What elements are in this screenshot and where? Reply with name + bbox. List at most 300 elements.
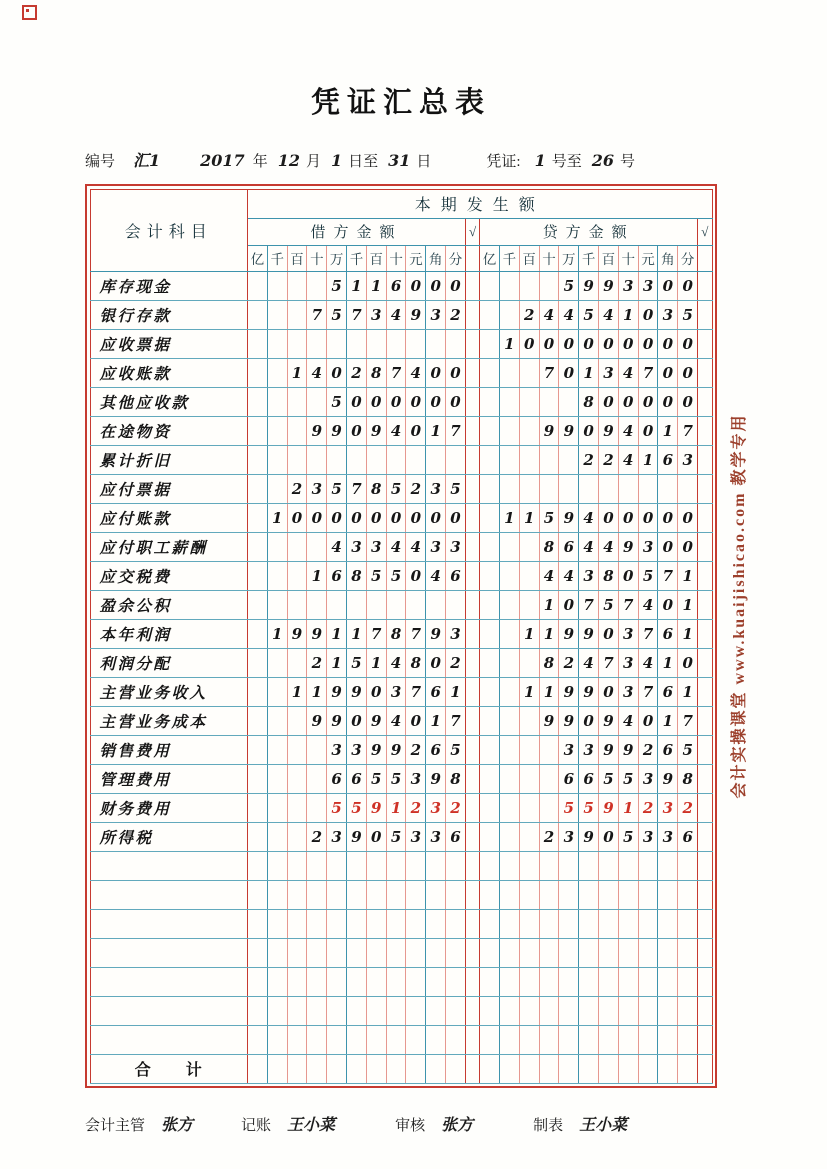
digit-cell [386,1025,406,1054]
digit-cell: 0 [426,648,446,677]
digit-cell [287,300,307,329]
digit-cell: 5 [599,590,619,619]
digit-cell [426,590,446,619]
digit-cell: 8 [539,648,559,677]
digit-cell: 2 [579,445,599,474]
digit-cell: 4 [327,532,347,561]
digit-cell [499,735,519,764]
digit-cell: 7 [579,590,599,619]
digit-cell [307,996,327,1025]
credit-check-mark: √ [698,218,712,245]
digit-cell: 0 [599,677,619,706]
digit-cell [426,445,446,474]
digit-cell [366,445,386,474]
month-value: 12 [277,151,300,170]
digit-cell [559,851,579,880]
check-cell [698,967,712,996]
check-cell [465,735,479,764]
digit-cell: 2 [678,793,698,822]
digit-cell: 7 [386,358,406,387]
account-name-cell: 应交税费 [90,561,247,590]
day-to-value: 31 [388,151,411,170]
digit-cell [366,329,386,358]
bookkeeper-name: 王小菜 [287,1115,336,1134]
digit-cell [559,474,579,503]
digit-unit-label: 分 [678,245,698,271]
preparer-name: 王小菜 [579,1115,628,1134]
digit-cell: 3 [658,822,678,851]
voucher-suffix: 号 [620,154,636,170]
digit-cell: 9 [559,416,579,445]
check-cell [698,822,712,851]
digit-cell: 2 [446,648,466,677]
digit-unit-label: 万 [327,245,347,271]
digit-cell: 0 [658,271,678,300]
account-name-cell: 在途物资 [90,416,247,445]
digit-cell [287,909,307,938]
digit-cell: 0 [599,503,619,532]
digit-cell [480,909,500,938]
digit-unit-label: 亿 [247,245,267,271]
digit-cell: 9 [599,271,619,300]
digit-cell [247,445,267,474]
digit-cell: 0 [579,416,599,445]
check-cell [465,996,479,1025]
account-name-cell: 利润分配 [90,648,247,677]
digit-cell [247,503,267,532]
year-suffix: 年 [252,154,268,170]
digit-cell: 1 [426,416,446,445]
digit-cell: 0 [287,503,307,532]
digit-cell: 1 [446,677,466,706]
digit-cell [480,996,500,1025]
digit-cell [480,532,500,561]
digit-cell [267,271,287,300]
digit-cell [267,387,287,416]
digit-cell [426,996,446,1025]
digit-cell [446,445,466,474]
digit-cell: 4 [559,300,579,329]
digit-cell [446,967,466,996]
digit-cell [499,909,519,938]
empty-row [90,938,712,967]
digit-cell [406,590,426,619]
account-name-cell [90,1025,247,1054]
digit-cell: 4 [539,561,559,590]
digit-cell [446,880,466,909]
digit-cell [247,706,267,735]
digit-cell: 0 [678,503,698,532]
digit-cell [499,851,519,880]
digit-cell [446,996,466,1025]
digit-cell [658,1025,678,1054]
digit-cell: 0 [519,329,539,358]
empty-row [90,967,712,996]
digit-cell [499,967,519,996]
digit-cell: 2 [446,793,466,822]
digit-cell [267,938,287,967]
digit-cell [519,706,539,735]
digit-cell [678,967,698,996]
digit-unit-label: 百 [519,245,539,271]
account-name-cell: 应付账款 [90,503,247,532]
total-label-cell: 合 计 [90,1054,247,1083]
digit-cell: 7 [539,358,559,387]
digit-cell: 4 [618,358,638,387]
digit-cell [480,880,500,909]
digit-cell [327,329,347,358]
digit-cell: 0 [307,503,327,532]
digit-cell [599,474,619,503]
digit-cell [480,561,500,590]
digit-cell: 0 [658,503,678,532]
check-cell [698,329,712,358]
digit-cell [519,996,539,1025]
digit-cell: 6 [446,561,466,590]
digit-cell [247,822,267,851]
digit-cell: 3 [638,764,658,793]
account-row [90,300,712,329]
account-row [90,590,712,619]
digit-cell [559,445,579,474]
digit-cell [499,590,519,619]
digit-unit-label: 元 [638,245,658,271]
digit-cell: 1 [539,619,559,648]
digit-cell [287,1025,307,1054]
digit-cell: 0 [366,677,386,706]
digit-cell [618,938,638,967]
digit-cell [287,445,307,474]
digit-cell [307,1054,327,1083]
digit-cell: 0 [618,329,638,358]
digit-cell: 3 [638,822,658,851]
voucher-summary-table [90,189,713,1084]
digit-cell: 9 [366,706,386,735]
digit-cell: 0 [406,706,426,735]
digit-cell [247,648,267,677]
digit-cell [247,735,267,764]
digit-cell [599,967,619,996]
digit-cell [307,329,327,358]
chief-accountant-label: 会计主管 [85,1118,146,1134]
digit-cell [480,300,500,329]
digit-cell [678,1025,698,1054]
digit-cell [426,329,446,358]
digit-cell: 9 [559,619,579,648]
digit-cell [446,590,466,619]
digit-cell [499,706,519,735]
account-name-cell: 财务费用 [90,793,247,822]
digit-cell: 1 [539,677,559,706]
account-name-cell: 主营业务成本 [90,706,247,735]
digit-cell: 8 [539,532,559,561]
account-name-cell: 应付职工薪酬 [90,532,247,561]
document-content [85,0,717,1135]
digit-cell: 6 [446,822,466,851]
digit-cell: 1 [386,793,406,822]
digit-cell [267,416,287,445]
digit-cell [386,851,406,880]
check-cell [698,938,712,967]
check-cell [698,561,712,590]
debit-check-mark: √ [465,218,479,245]
digit-cell: 7 [406,677,426,706]
digit-cell: 1 [287,677,307,706]
digit-cell [480,271,500,300]
digit-cell [678,909,698,938]
check-cell [465,706,479,735]
digit-cell: 0 [559,329,579,358]
empty-row [90,1025,712,1054]
digit-cell: 5 [327,387,347,416]
account-name-cell: 本年利润 [90,619,247,648]
check-cell [698,677,712,706]
digit-cell: 7 [347,474,367,503]
account-row [90,764,712,793]
digit-cell [307,909,327,938]
digit-cell [559,967,579,996]
digit-cell: 1 [327,648,347,677]
digit-cell [287,851,307,880]
account-name-cell: 累计折旧 [90,445,247,474]
digit-cell [446,1054,466,1083]
digit-cell: 8 [347,561,367,590]
digit-cell [519,793,539,822]
digit-cell: 9 [579,619,599,648]
digit-cell [406,329,426,358]
digit-unit-label: 十 [539,245,559,271]
digit-cell [519,648,539,677]
empty-row [90,851,712,880]
digit-cell: 6 [658,677,678,706]
digit-cell [499,474,519,503]
digit-cell: 5 [638,561,658,590]
account-name-cell [90,880,247,909]
digit-cell [519,967,539,996]
digit-cell [539,938,559,967]
digit-cell: 5 [539,503,559,532]
debit-header: 借方金额 [247,218,465,245]
digit-cell: 9 [426,764,446,793]
digit-cell [267,561,287,590]
account-name-cell: 盈余公积 [90,590,247,619]
digit-cell: 4 [599,300,619,329]
digit-cell [559,909,579,938]
digit-cell: 0 [446,271,466,300]
digit-cell [539,851,559,880]
digit-cell: 0 [559,590,579,619]
digit-cell [247,938,267,967]
digit-unit-label: 千 [499,245,519,271]
digit-cell [638,1025,658,1054]
digit-cell [247,880,267,909]
digit-cell [267,996,287,1025]
digit-cell: 0 [406,387,426,416]
digit-cell [287,735,307,764]
digit-cell [327,996,347,1025]
digit-cell [480,503,500,532]
digit-cell [599,938,619,967]
digit-cell [406,996,426,1025]
digit-cell [327,880,347,909]
check-cell [465,300,479,329]
digit-cell: 0 [638,387,658,416]
digit-cell: 4 [406,532,426,561]
digit-cell [267,590,287,619]
digit-cell [307,445,327,474]
digit-cell [446,329,466,358]
account-row [90,503,712,532]
digit-cell [426,967,446,996]
digit-cell: 0 [658,329,678,358]
digit-cell: 5 [678,735,698,764]
account-row [90,329,712,358]
digit-cell: 9 [658,764,678,793]
digit-cell: 1 [678,561,698,590]
digit-cell [386,938,406,967]
digit-cell [480,793,500,822]
check-cell [465,358,479,387]
digit-cell: 9 [307,619,327,648]
digit-cell [480,619,500,648]
digit-cell [267,764,287,793]
digit-cell: 2 [638,793,658,822]
digit-cell [366,851,386,880]
digit-cell [519,880,539,909]
digit-cell: 9 [579,822,599,851]
empty-row [90,909,712,938]
check-cell [465,764,479,793]
digit-cell: 3 [618,619,638,648]
account-row [90,648,712,677]
digit-cell: 9 [307,416,327,445]
digit-cell [247,619,267,648]
digit-cell [480,677,500,706]
digit-cell: 4 [579,648,599,677]
account-row [90,706,712,735]
digit-cell: 6 [658,619,678,648]
digit-unit-label: 百 [287,245,307,271]
check-cell [698,1054,712,1083]
credit-header: 贷方金额 [480,218,698,245]
digit-cell: 1 [678,677,698,706]
account-row [90,735,712,764]
digit-cell [307,967,327,996]
digit-cell [499,300,519,329]
digit-cell [519,561,539,590]
digit-cell [287,938,307,967]
digit-cell [247,967,267,996]
digit-cell: 4 [638,648,658,677]
digit-cell [247,1025,267,1054]
digit-cell: 4 [386,706,406,735]
digit-cell [499,822,519,851]
page-title: 凭证汇总表 [310,87,491,119]
digit-cell: 3 [618,271,638,300]
day-from-value: 1 [330,151,343,170]
digit-cell: 1 [366,648,386,677]
digit-cell: 1 [347,619,367,648]
digit-cell: 6 [678,822,698,851]
digit-cell [519,474,539,503]
check-cell [698,271,712,300]
digit-cell: 9 [599,706,619,735]
account-name-cell [90,967,247,996]
check-cell [465,619,479,648]
digit-cell [539,880,559,909]
digit-cell: 6 [658,735,678,764]
digit-cell: 0 [426,271,446,300]
check-cell [465,532,479,561]
digit-cell: 9 [406,300,426,329]
account-row [90,358,712,387]
digit-cell [599,1054,619,1083]
digit-cell: 9 [559,677,579,706]
digit-cell [559,996,579,1025]
digit-cell: 9 [426,619,446,648]
digit-cell [426,938,446,967]
digit-cell: 2 [287,474,307,503]
digit-cell: 0 [658,590,678,619]
digit-cell [267,300,287,329]
digit-cell: 0 [658,387,678,416]
digit-cell: 3 [366,532,386,561]
digit-cell [618,1025,638,1054]
voucher-to-value: 26 [591,151,615,170]
digit-cell: 0 [406,503,426,532]
digit-cell: 1 [287,358,307,387]
digit-cell: 9 [599,793,619,822]
check-cell [465,793,479,822]
digit-cell [247,561,267,590]
digit-cell [658,851,678,880]
digit-cell: 9 [366,793,386,822]
digit-cell [247,474,267,503]
digit-cell [287,561,307,590]
digit-cell: 1 [678,619,698,648]
digit-cell: 0 [366,822,386,851]
account-row [90,793,712,822]
summary-table-frame [85,184,717,1088]
digit-cell: 2 [406,474,426,503]
digit-cell: 3 [618,677,638,706]
digit-cell: 4 [406,358,426,387]
digit-cell [618,851,638,880]
digit-cell: 3 [658,300,678,329]
digit-cell: 3 [426,532,446,561]
account-name-cell [90,938,247,967]
account-row [90,474,712,503]
bookkeeper-label: 记账 [241,1118,272,1134]
digit-cell: 1 [638,445,658,474]
digit-cell [519,1054,539,1083]
digit-cell: 2 [446,300,466,329]
digit-cell: 9 [287,619,307,648]
digit-cell [386,967,406,996]
digit-cell [678,851,698,880]
digit-cell [559,1025,579,1054]
digit-cell: 0 [678,532,698,561]
digit-unit-label: 千 [579,245,599,271]
digit-unit-label: 十 [307,245,327,271]
digit-cell [539,996,559,1025]
digit-cell: 9 [327,416,347,445]
digit-cell [267,822,287,851]
check-cell [465,909,479,938]
signature-line [85,1112,717,1135]
digit-cell [559,1054,579,1083]
digit-cell: 5 [327,300,347,329]
